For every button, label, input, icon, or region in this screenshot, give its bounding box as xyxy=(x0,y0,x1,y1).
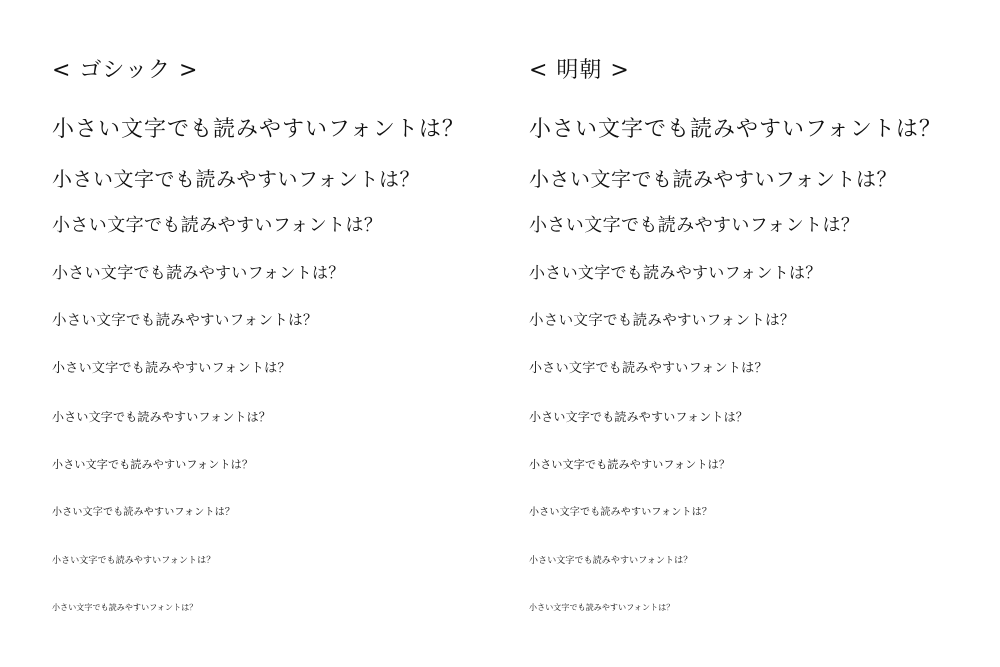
mincho-sample-line: 小さい文字でも読みやすいフォントは？ xyxy=(529,507,713,518)
mincho-sample-line: 小さい文字でも読みやすいフォントは？ xyxy=(529,117,942,142)
gothic-sample-line: 小さい文字でも読みやすいフォントは？ xyxy=(52,215,383,236)
gothic-heading: < ゴシック > xyxy=(52,58,199,83)
mincho-sample-line: 小さい文字でも読みやすいフォントは？ xyxy=(529,556,693,566)
gothic-sample-line: 小さい文字でも読みやすいフォントは？ xyxy=(52,313,318,329)
mincho-column xyxy=(529,0,999,667)
gothic-sample-line: 小さい文字でも読みやすいフォントは？ xyxy=(52,263,345,282)
mincho-sample-line: 小さい文字でも読みやすいフォントは？ xyxy=(529,215,860,236)
gothic-sample-line: 小さい文字でも読みやすいフォントは？ xyxy=(52,410,272,424)
mincho-sample-line: 小さい文字でも読みやすいフォントは？ xyxy=(529,167,897,191)
mincho-sample-line: 小さい文字でも読みやすいフォントは？ xyxy=(529,313,795,329)
gothic-sample-line: 小さい文字でも読みやすいフォントは？ xyxy=(52,117,465,142)
gothic-sample-line: 小さい文字でも読みやすいフォントは？ xyxy=(52,167,420,191)
gothic-sample-line: 小さい文字でも読みやすいフォントは？ xyxy=(52,603,198,612)
mincho-sample-line: 小さい文字でも読みやすいフォントは？ xyxy=(529,361,768,376)
gothic-column xyxy=(52,0,522,667)
mincho-heading: < 明朝 > xyxy=(529,58,630,83)
mincho-sample-line: 小さい文字でも読みやすいフォントは？ xyxy=(529,603,675,612)
gothic-sample-line: 小さい文字でも読みやすいフォントは？ xyxy=(52,507,236,518)
mincho-sample-line: 小さい文字でも読みやすいフォントは？ xyxy=(529,458,731,471)
mincho-sample-line: 小さい文字でも読みやすいフォントは？ xyxy=(529,263,822,282)
gothic-sample-line: 小さい文字でも読みやすいフォントは？ xyxy=(52,556,216,566)
gothic-sample-line: 小さい文字でも読みやすいフォントは？ xyxy=(52,361,291,376)
mincho-sample-line: 小さい文字でも読みやすいフォントは？ xyxy=(529,410,749,424)
gothic-sample-line: 小さい文字でも読みやすいフォントは？ xyxy=(52,458,254,471)
